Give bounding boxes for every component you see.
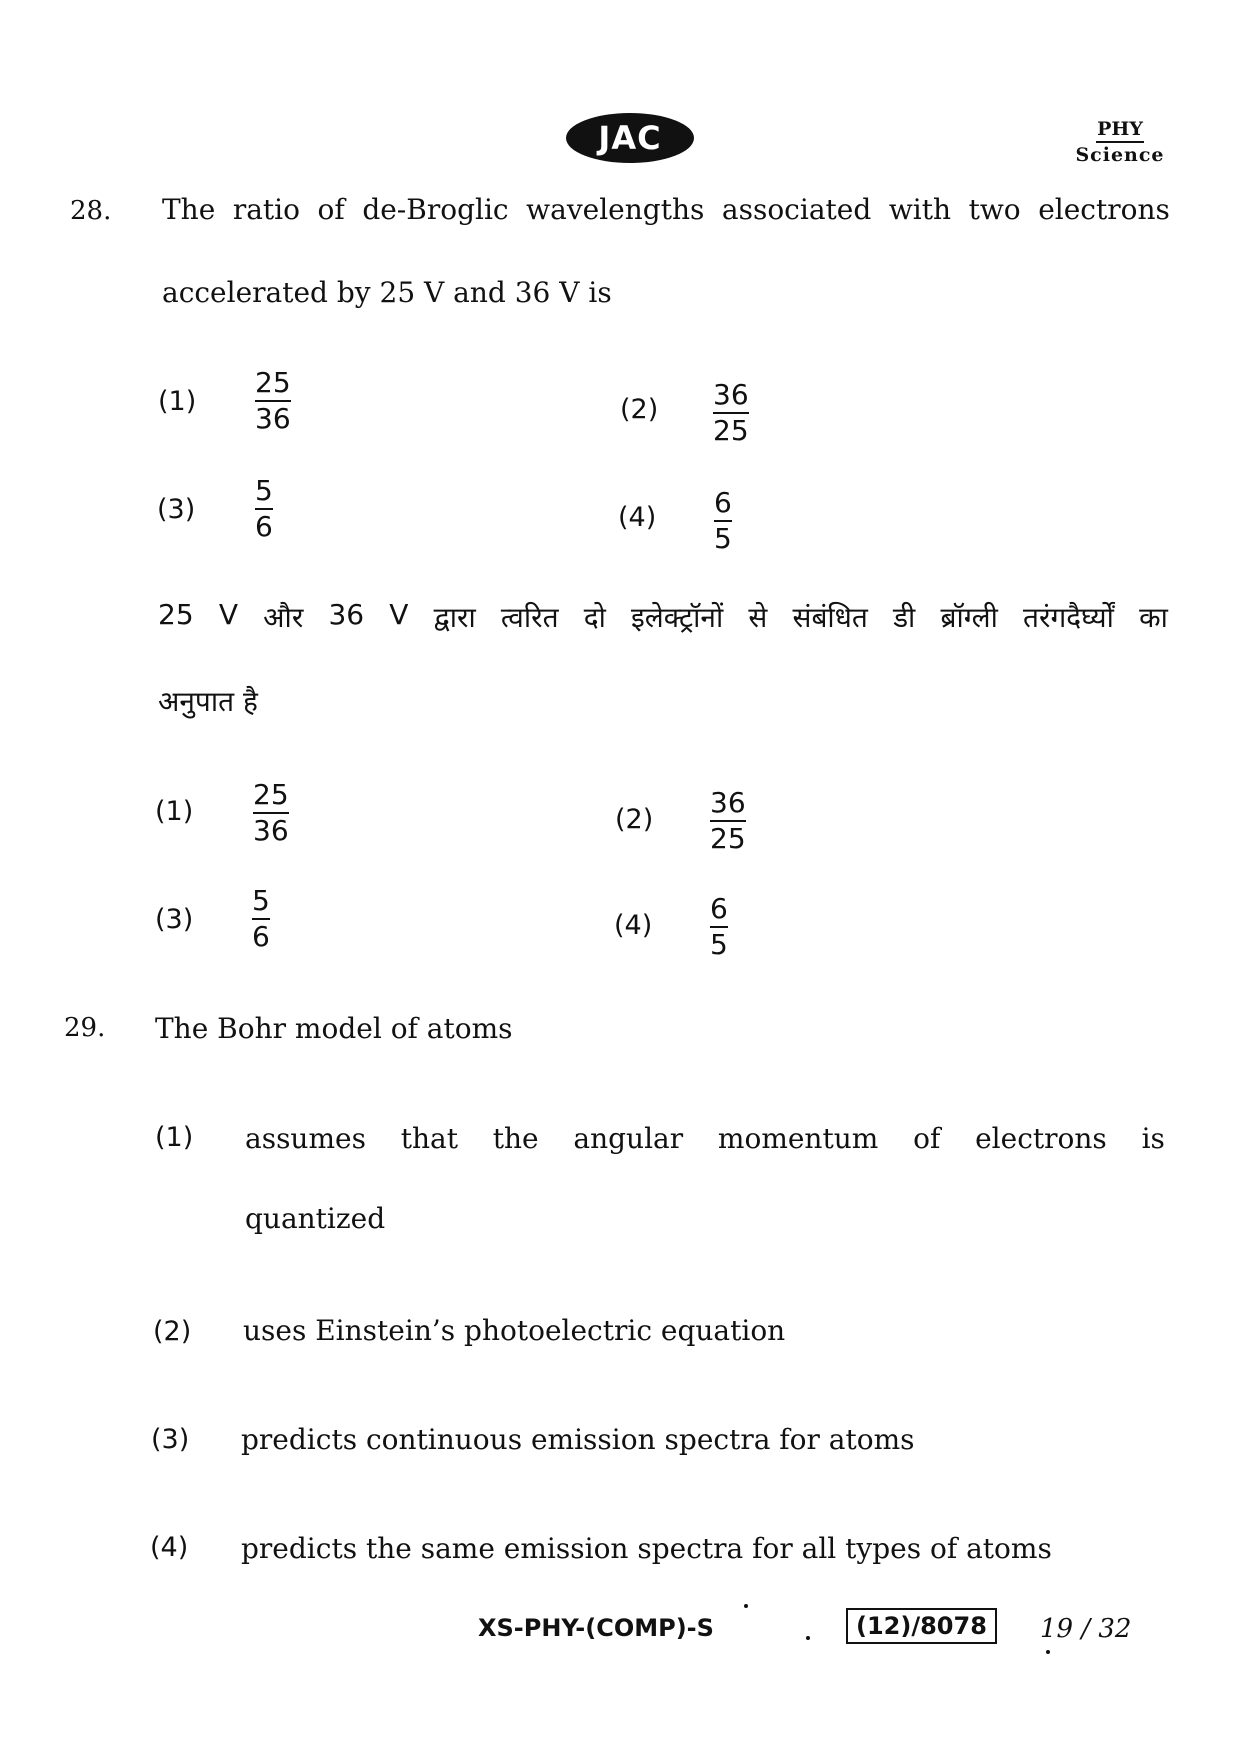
speck-mark	[744, 1604, 748, 1608]
denominator: 25	[710, 822, 746, 855]
word: ratio	[232, 193, 300, 226]
q28-hindi-option-1-fraction	[253, 780, 289, 846]
q28-hindi-option-4-label: (4)	[614, 910, 653, 941]
q28-hindi-option-3-fraction	[252, 886, 270, 952]
word: डी	[893, 601, 916, 634]
paper-code: XS-PHY-(COMP)-S	[478, 1614, 714, 1642]
q28-hindi-option-4-fraction	[710, 894, 728, 960]
word: with	[888, 193, 952, 226]
word: two	[968, 193, 1021, 226]
q28-option-3-label: (3)	[157, 494, 196, 525]
logo-text: JAC	[598, 119, 662, 157]
q28-option-1-label: (1)	[158, 386, 197, 417]
word: V	[218, 598, 238, 631]
numerator: 6	[710, 892, 728, 925]
subject-bottom: Science	[1075, 144, 1165, 166]
word: de-Broglic	[362, 193, 509, 226]
q28-hindi-option-3-label: (3)	[155, 904, 194, 935]
word: से	[748, 601, 768, 634]
q28-option-1-fraction	[255, 368, 291, 434]
word: assumes	[245, 1122, 366, 1155]
denominator: 6	[255, 510, 273, 543]
q28-hindi-line1	[158, 598, 1168, 636]
q28-hindi-option-1-label: (1)	[155, 796, 194, 827]
q28-option-2-fraction	[713, 380, 749, 446]
word: और	[263, 601, 304, 634]
q28-hindi-line2: अनुपात है	[158, 685, 258, 718]
word: is	[1141, 1122, 1165, 1155]
word: angular	[573, 1122, 684, 1155]
word: ब्रॉग्ली	[940, 601, 998, 634]
word: of	[317, 193, 345, 226]
word: 25	[158, 598, 194, 631]
word: दो	[583, 601, 606, 634]
q29-option-2-text: uses Einstein’s photoelectric equation	[243, 1314, 786, 1347]
q28-option-4-fraction	[714, 488, 732, 554]
q29-option-1-line2: quantized	[245, 1202, 386, 1235]
q28-number: 28.	[70, 196, 112, 226]
q29-number: 29.	[64, 1013, 106, 1043]
word: तरंगदैर्घ्यों	[1023, 601, 1114, 634]
numerator: 5	[255, 474, 273, 507]
q29-option-4-text: predicts the same emission spectra for all types of atoms	[241, 1532, 1052, 1565]
q29-text: The Bohr model of atoms	[155, 1012, 513, 1045]
speck-mark	[806, 1636, 810, 1640]
q29-option-3-text: predicts continuous emission spectra for atoms	[241, 1423, 915, 1456]
word: The	[162, 193, 216, 226]
word: the	[492, 1122, 539, 1155]
denominator: 5	[710, 928, 728, 961]
word: that	[400, 1122, 458, 1155]
word: wavelengths	[526, 193, 705, 226]
word: द्वारा	[433, 601, 476, 634]
q28-hindi-option-2-fraction	[710, 788, 746, 854]
numerator: 25	[255, 366, 291, 399]
word: electrons	[975, 1122, 1107, 1155]
numerator: 5	[252, 884, 270, 917]
word: V	[389, 598, 409, 631]
q29-option-1-label: (1)	[155, 1122, 194, 1153]
word: संबंधित	[792, 601, 868, 634]
word: momentum	[717, 1122, 879, 1155]
denominator: 6	[252, 920, 270, 953]
word: electrons	[1038, 193, 1170, 226]
subject-label	[1068, 117, 1172, 167]
denominator: 36	[255, 402, 291, 435]
q29-option-2-label: (2)	[153, 1316, 192, 1347]
word: 36	[328, 598, 365, 631]
jac-logo	[566, 113, 694, 163]
denominator: 36	[253, 814, 289, 847]
subject-top: PHY	[1096, 117, 1144, 143]
speck-mark	[1046, 1650, 1050, 1654]
q28-option-3-fraction	[255, 476, 273, 542]
denominator: 25	[713, 414, 749, 447]
q29-option-1-line1	[245, 1122, 1165, 1155]
word: का	[1139, 601, 1168, 634]
q29-option-3-label: (3)	[151, 1424, 190, 1455]
q28-hindi-option-2-label: (2)	[615, 804, 654, 835]
numerator: 25	[253, 778, 289, 811]
page-number: 19 / 32	[1040, 1614, 1132, 1644]
word: of	[913, 1122, 941, 1155]
q28-text-line2: accelerated by 25 V and 36 V is	[162, 276, 612, 309]
word: associated	[721, 193, 872, 226]
word: त्वरित	[500, 601, 559, 634]
q28-option-2-label: (2)	[620, 394, 659, 425]
numerator: 36	[713, 378, 749, 411]
numerator: 6	[714, 486, 732, 519]
q28-option-4-label: (4)	[618, 502, 657, 533]
numerator: 36	[710, 786, 746, 819]
q28-text-line1	[162, 193, 1170, 226]
q29-option-4-label: (4)	[150, 1532, 189, 1563]
boxed-code: (12)/8078	[846, 1608, 997, 1644]
word: इलेक्ट्रॉनों	[631, 601, 724, 634]
denominator: 5	[714, 522, 732, 555]
